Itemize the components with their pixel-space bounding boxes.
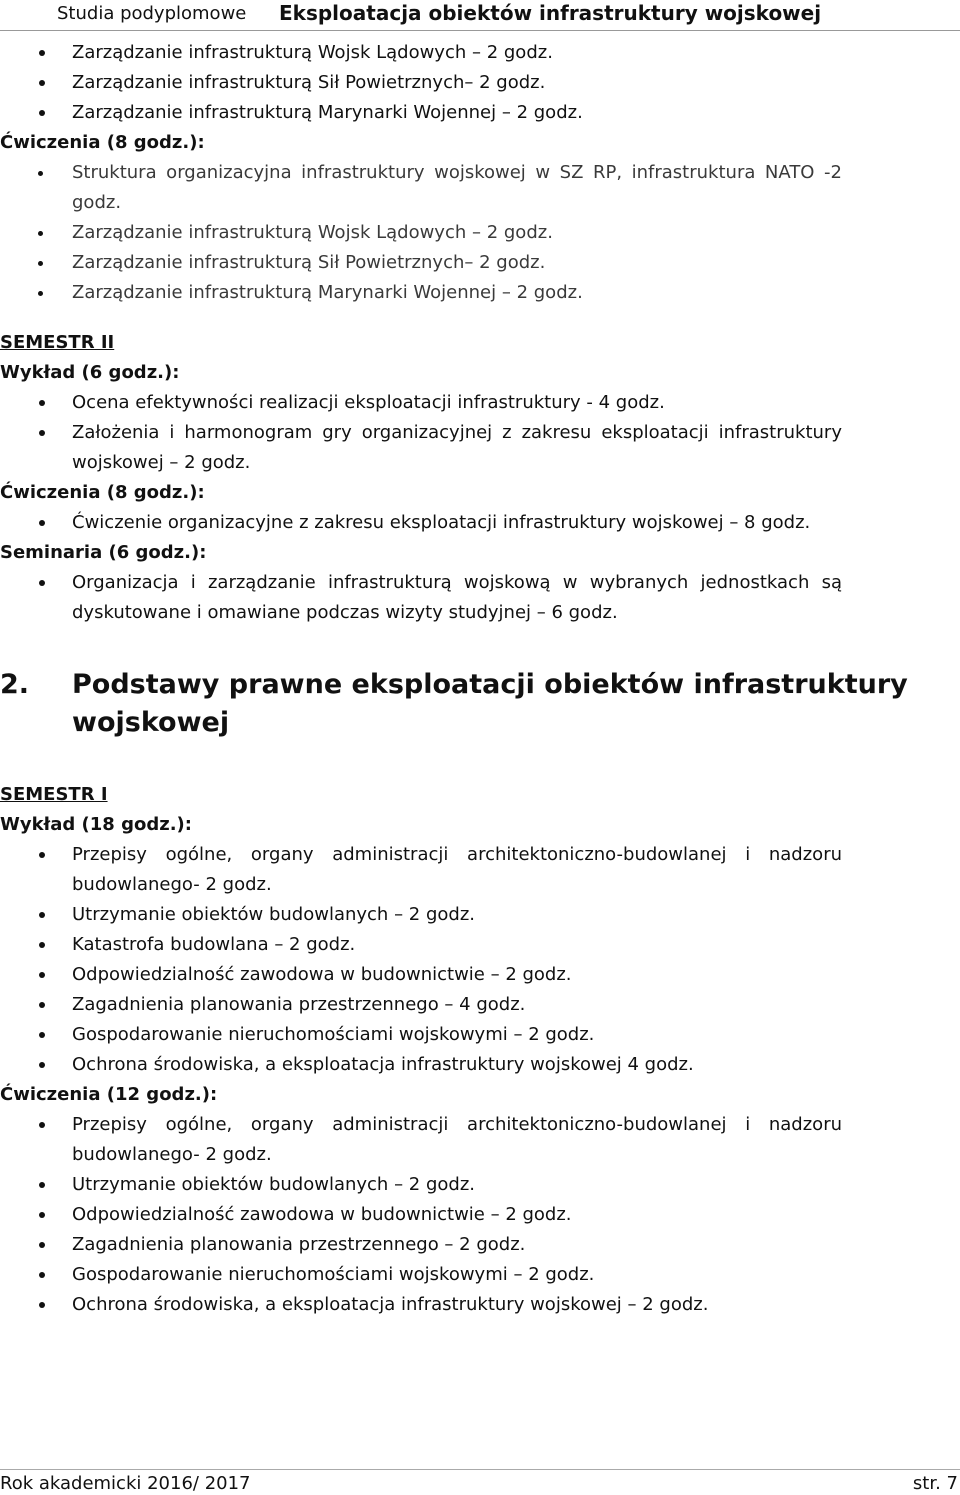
- list-item: Ćwiczenie organizacyjne z zakresu eksploatacji infrastruktury wojskowej – 8 godz.: [0, 508, 960, 538]
- section-label-cwiczenia-2: Ćwiczenia (8 godz.):: [0, 482, 205, 503]
- list-item: Założenia i harmonogram gry organizacyjnej z zakresu eksploatacji infrastruktury wojskowej – 2 godz.: [0, 418, 960, 478]
- list-item: Gospodarowanie nieruchomościami wojskowymi – 2 godz.: [0, 1260, 960, 1290]
- list-block-1: [0, 38, 960, 128]
- list-item: Ochrona środowiska, a eksploatacja infrastruktury wojskowej 4 godz.: [0, 1050, 960, 1080]
- list-item: Zarządzanie infrastrukturą Marynarki Wojennej – 2 godz.: [0, 98, 960, 128]
- section-2-heading: [0, 666, 960, 742]
- list-item: Zagadnienia planowania przestrzennego – 2 godz.: [0, 1230, 960, 1260]
- list-item: Katastrofa budowlana – 2 godz.: [0, 930, 960, 960]
- list-item: Odpowiedzialność zawodowa w budownictwie – 2 godz.: [0, 1200, 960, 1230]
- list-item: Zarządzanie infrastrukturą Wojsk Lądowych – 2 godz.: [0, 38, 960, 68]
- list-block-4: [0, 508, 960, 538]
- footer-academic-year: Rok akademicki 2016/ 2017: [0, 1473, 251, 1494]
- list-item: Utrzymanie obiektów budowlanych – 2 godz.: [0, 900, 960, 930]
- list-block-7: [0, 1110, 960, 1320]
- semester-heading-2: SEMESTR II: [0, 332, 115, 353]
- list-item: Przepisy ogólne, organy administracji architektoniczno-budowlanej i nadzoru budowlanego- 2 godz.: [0, 1110, 960, 1170]
- list-item: Zarządzanie infrastrukturą Sił Powietrznych– 2 godz.: [0, 248, 960, 278]
- section-number: 2.: [0, 669, 30, 700]
- list-item: Gospodarowanie nieruchomościami wojskowymi – 2 godz.: [0, 1020, 960, 1050]
- section-label-wyklad-18: Wykład (18 godz.):: [0, 814, 192, 835]
- section-label-cwiczenia-1: Ćwiczenia (8 godz.):: [0, 132, 205, 153]
- list-block-2: [0, 158, 960, 308]
- page-header: [0, 0, 960, 30]
- section-label-wyklad-6: Wykład (6 godz.):: [0, 362, 180, 383]
- list-item: Zagadnienia planowania przestrzennego – 4 godz.: [0, 990, 960, 1020]
- page-footer: [0, 1469, 960, 1495]
- list-item: Zarządzanie infrastrukturą Wojsk Lądowych – 2 godz.: [0, 218, 960, 248]
- section-title-line-2: wojskowej: [72, 707, 230, 738]
- list-block-3: [0, 388, 960, 478]
- list-item: Przepisy ogólne, organy administracji architektoniczno-budowlanej i nadzoru budowlanego- 2 godz.: [0, 840, 960, 900]
- page-content: [0, 38, 960, 1320]
- header-left: Studia podyplomowe: [57, 3, 247, 24]
- section-title-line-1: Podstawy prawne eksploatacji obiektów infrastruktury: [72, 669, 908, 700]
- list-block-6: [0, 840, 960, 1080]
- footer-page-number: str. 7: [912, 1473, 958, 1494]
- section-label-cwiczenia-12: Ćwiczenia (12 godz.):: [0, 1084, 218, 1105]
- header-right: Eksploatacja obiektów infrastruktury wojskowej: [279, 1, 822, 25]
- list-item: Odpowiedzialność zawodowa w budownictwie – 2 godz.: [0, 960, 960, 990]
- list-item: Ocena efektywności realizacji eksploatacji infrastruktury - 4 godz.: [0, 388, 960, 418]
- list-item: Struktura organizacyjna infrastruktury wojskowej w SZ RP, infrastruktura NATO -2 godz.: [0, 158, 960, 218]
- list-item: Ochrona środowiska, a eksploatacja infrastruktury wojskowej – 2 godz.: [0, 1290, 960, 1320]
- list-block-5: [0, 568, 960, 628]
- header-rule: [0, 30, 960, 31]
- list-item: Zarządzanie infrastrukturą Marynarki Wojennej – 2 godz.: [0, 278, 960, 308]
- semester-heading-1: SEMESTR I: [0, 784, 108, 805]
- footer-rule: [0, 1469, 960, 1470]
- section-label-seminaria: Seminaria (6 godz.):: [0, 542, 207, 563]
- list-item: Utrzymanie obiektów budowlanych – 2 godz.: [0, 1170, 960, 1200]
- list-item: Zarządzanie infrastrukturą Sił Powietrznych– 2 godz.: [0, 68, 960, 98]
- list-item: Organizacja i zarządzanie infrastrukturą wojskową w wybranych jednostkach są dyskutowane i omawiane podczas wizyty studyjnej – 6 godz.: [0, 568, 960, 628]
